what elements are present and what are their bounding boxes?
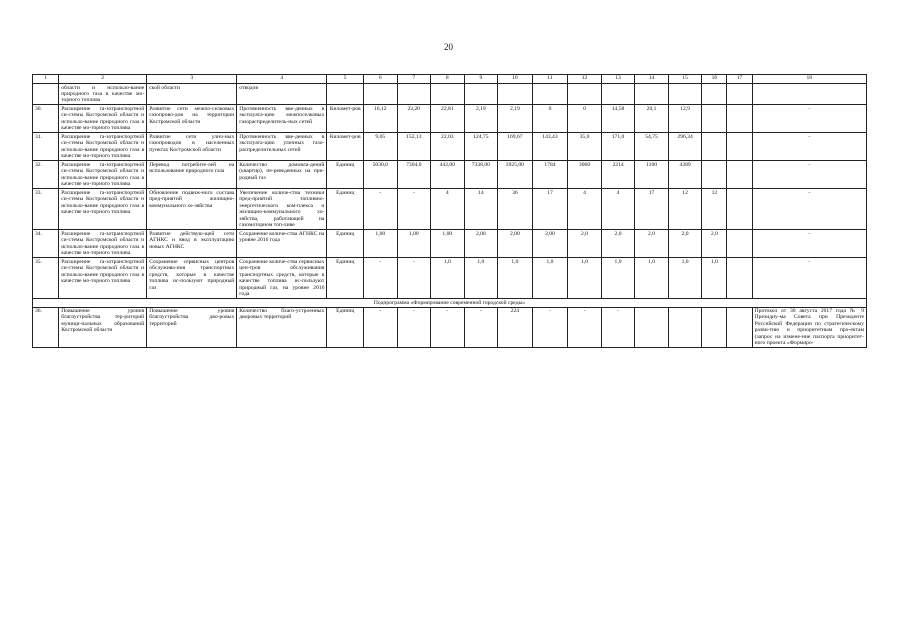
cell-value: 2,0 (702, 230, 727, 258)
cell-unit: Единиц (327, 230, 364, 258)
cell-value: - (364, 307, 398, 348)
cell-value (635, 307, 669, 348)
indicators-table (32, 74, 867, 348)
cell-value: 2,00 (532, 230, 568, 258)
cell-note: - (752, 258, 866, 299)
cell-value: 54,75 (635, 133, 669, 161)
cell-value: 7338,00 (464, 161, 498, 189)
cell-value: 4 (431, 189, 465, 230)
cell-value: 9,05 (364, 133, 398, 161)
cell-task: Сохранение сервисных центров обслужива-ния транспортных средств, которые в качестве топлива ис-пользуют природный газ (147, 258, 237, 299)
cell-value: 2214 (601, 161, 635, 189)
cell-value: 1,0 (532, 258, 568, 299)
column-number-header: 8 (431, 75, 465, 84)
table-row (33, 105, 867, 133)
cell-indicator: Сохранение количе-ства АГНКС на уровне 2016 года (237, 230, 327, 258)
cell-value (727, 161, 752, 189)
cell-value: 0 (532, 105, 568, 133)
cell-value: 17 (532, 189, 568, 230)
cell-value: 1,0 (635, 258, 669, 299)
cell-value: 22,20 (397, 105, 431, 133)
cell-value (727, 258, 752, 299)
cell-value: - (397, 307, 431, 348)
cell-value: 1,00 (431, 230, 465, 258)
cell-value: 12,9 (668, 105, 702, 133)
cell-note: - (752, 161, 866, 189)
cell-value: 2,00 (464, 230, 498, 258)
cell-value: 1,0 (498, 258, 533, 299)
cell-goal: Расширение га-зотранспортной си-стемы Костромской области и использо-вание природного газа в качестве мо-торного топлива (59, 189, 147, 230)
cell-value (727, 307, 752, 348)
cell-no: 31. (33, 133, 59, 161)
cell-value: 4389 (668, 161, 702, 189)
cell-goal: Повышение уровня благоустройства тер-риторий муници-пальных образований Костромской области (59, 307, 147, 348)
cell-indicator: Протяженность вве-денных в эксплуата-цию уличных газо-распределительных сетей (237, 133, 327, 161)
column-number-header: 2 (59, 75, 147, 84)
cell-value (727, 105, 752, 133)
column-number-header: 9 (464, 75, 498, 84)
cell-value: 143,43 (532, 133, 568, 161)
cell-value: 2,19 (464, 105, 498, 133)
cell-goal: Расширение га-зотранспортной си-стемы Костромской области и использо-вание природного газа в качестве мо-торного топлива (59, 161, 147, 189)
column-number-header: 12 (568, 75, 602, 84)
table-row (33, 189, 867, 230)
cell-value: - (364, 189, 398, 230)
column-number-header: 18 (752, 75, 866, 84)
cell-value: 35,0 (568, 133, 602, 161)
cell-value (727, 230, 752, 258)
table-row (33, 161, 867, 189)
column-number-header: 13 (601, 75, 635, 84)
cell-indicator: Протяженность вве-денных в эксплуата-цию межпоселковых газораспределитель-ных сетей (237, 105, 327, 133)
cell-value: 16,12 (364, 105, 398, 133)
cell-value: 1,0 (668, 258, 702, 299)
cell-value: 2,00 (498, 230, 533, 258)
cell-value: 1,0 (431, 258, 465, 299)
cell-unit: Единиц (327, 161, 364, 189)
cell-value: 1,0 (702, 258, 727, 299)
cell-value: 22,03 (431, 133, 465, 161)
subprogram-row (33, 299, 867, 307)
table-row (33, 230, 867, 258)
cell-goal: Расширение га-зотранспортной си-стемы Костромской области и использо-вание природного газа в качестве мо-торного топлива (59, 133, 147, 161)
cell-value (702, 133, 727, 161)
cell-value: 442,00 (431, 161, 465, 189)
cell-value (727, 133, 752, 161)
cell-no: 32. (33, 161, 59, 189)
cell-value: 12 (702, 189, 727, 230)
cell-note: Протокол от 30 августа 2017 года № 9 Президиу-ма Совета при Президенте Российской Федерации по стратегическому разви-тию и приоритетным про-ектам (запрос на измене-ние паспорта приоритет-ного проекта «Формиро- (752, 307, 866, 348)
cell-value: 2,0 (668, 230, 702, 258)
cell-value: 1,0 (464, 258, 498, 299)
cell-value: 152,13 (397, 133, 431, 161)
column-number-row (33, 75, 867, 84)
cell-indicator: Увеличение количе-ства техники пред-приятий топливно-энергетического ком-плекса и жилищно-коммунального хо-зяйства, работающей на газомоторном топ-ливе (237, 189, 327, 230)
cell-value: 2,0 (568, 230, 602, 258)
cell-value: 2,0 (601, 230, 635, 258)
cell-value: 124,75 (464, 133, 498, 161)
page-number: 20 (444, 42, 453, 52)
column-number-header: 10 (498, 75, 533, 84)
cell-goal: Расширение га-зотранспортной си-стемы Костромской области и использо-вание природного газа в качестве мо-торного топлива (59, 230, 147, 258)
cell-no: 34. (33, 230, 59, 258)
cell-value: 20,1 (635, 105, 669, 133)
cell-value: 22,81 (431, 105, 465, 133)
cell-task: Развитие действую-щей сети АГНКС и ввод в эксплуатацию новых АГНКС (147, 230, 237, 258)
cell-unit: Единиц (327, 189, 364, 230)
cell-indicator: Сохранение количе-ства сервисных цен-тров обслуживания транспортных средств, которые в качестве топлива ис-пользуют природный газ, на уровне 2016 года (237, 258, 327, 299)
cell-value: 3925,00 (498, 161, 533, 189)
column-number-header: 14 (635, 75, 669, 84)
subprogram-title: Подпрограмма «Формирование современной городской среды» (33, 299, 867, 307)
cell-no: 33. (33, 189, 59, 230)
cell-task: Перевод потребите-лей на использование природного газа (147, 161, 237, 189)
table-row (33, 133, 867, 161)
cell-indicator: Количество благо-устроенных дворовых территорий (237, 307, 327, 348)
cell-value (702, 105, 727, 133)
cell-value: 3060 (568, 161, 602, 189)
column-number-header: 4 (237, 75, 327, 84)
cell-value: - (568, 307, 602, 348)
cell-value: - (431, 307, 465, 348)
cell-indicator: Количество домовла-дений (квартир), пе-реведенных на при-родный газ (237, 161, 327, 189)
cell-value: 4 (601, 189, 635, 230)
cell-no: 36. (33, 307, 59, 348)
cell-value: 224 (498, 307, 533, 348)
cell-indicator: отводов (237, 84, 327, 105)
column-number-header: 5 (327, 75, 364, 84)
cell-value: 17 (635, 189, 669, 230)
continuation-row (33, 84, 867, 105)
cell-note: - (752, 105, 866, 133)
cell-task: ской области (147, 84, 237, 105)
cell-value: - (532, 307, 568, 348)
column-number-header: 15 (668, 75, 702, 84)
column-number-header: 17 (727, 75, 752, 84)
cell-value: - (464, 307, 498, 348)
column-number-header: 6 (364, 75, 398, 84)
cell-goal: Расширение га-зотранспортной си-стемы Костромской области и использо-вание природного газа в качестве мо-торного топлива (59, 105, 147, 133)
column-number-header: 7 (397, 75, 431, 84)
cell-task: Развитие сети улич-ных газопроводов в населенных пунктах Костромской области (147, 133, 237, 161)
cell-value: 5030,0 (364, 161, 398, 189)
cell-task: Обновление подвиж-ного состава пред-приятий жилищно-коммунального хо-зяйства (147, 189, 237, 230)
cell-unit: Единиц (327, 258, 364, 299)
table-row (33, 307, 867, 348)
cell-unit: Километ-ров (327, 133, 364, 161)
cell-value: 1,00 (397, 230, 431, 258)
cell-value: 1,00 (364, 230, 398, 258)
cell-value: 1,0 (568, 258, 602, 299)
cell-value (668, 307, 702, 348)
table-row (33, 258, 867, 299)
cell-task: Развитие сети межпо-селковых газопрово-дов на территории Костромской области (147, 105, 237, 133)
cell-value: 296,34 (668, 133, 702, 161)
cell-goal: Расширение га-зотранспортной си-стемы Костромской области и использо-вание природного газа в качестве мо-торного топлива (59, 258, 147, 299)
cell-value: 2,0 (635, 230, 669, 258)
column-number-header: 1 (33, 75, 59, 84)
column-number-header: 16 (702, 75, 727, 84)
cell-unit: Единиц (327, 307, 364, 348)
cell-value: 14 (464, 189, 498, 230)
cell-value: - (397, 189, 431, 230)
cell-goal: области и использо-вание природного газа в качестве мо-торного топлива (59, 84, 147, 105)
cell-note: - (752, 133, 866, 161)
cell-note: - (752, 230, 866, 258)
cell-value: 0 (568, 105, 602, 133)
cell-value (727, 189, 752, 230)
cell-value: 1,0 (601, 258, 635, 299)
cell-value: 12 (668, 189, 702, 230)
cell-value: 1784 (532, 161, 568, 189)
cell-value: 171,0 (601, 133, 635, 161)
cell-task: Повышение уровня благоустройства дво-ровых территорий (147, 307, 237, 348)
cell-value: - (397, 258, 431, 299)
cell-no: 30. (33, 105, 59, 133)
cell-value (702, 307, 727, 348)
cell-value (702, 161, 727, 189)
cell-value: 2,19 (498, 105, 533, 133)
cell-value: 7304,0 (397, 161, 431, 189)
column-number-header: 11 (532, 75, 568, 84)
cell-value: 169,67 (498, 133, 533, 161)
column-number-header: 3 (147, 75, 237, 84)
cell-unit: Километ-ров (327, 105, 364, 133)
cell-no: 35. (33, 258, 59, 299)
cell-no (33, 84, 59, 105)
cell-note: - (752, 189, 866, 230)
cell-value: - (364, 258, 398, 299)
cell-value: 36 (498, 189, 533, 230)
cell-value: 1100 (635, 161, 669, 189)
cell-value: 4 (568, 189, 602, 230)
cell-value: - (601, 307, 635, 348)
cell-value: 14,58 (601, 105, 635, 133)
